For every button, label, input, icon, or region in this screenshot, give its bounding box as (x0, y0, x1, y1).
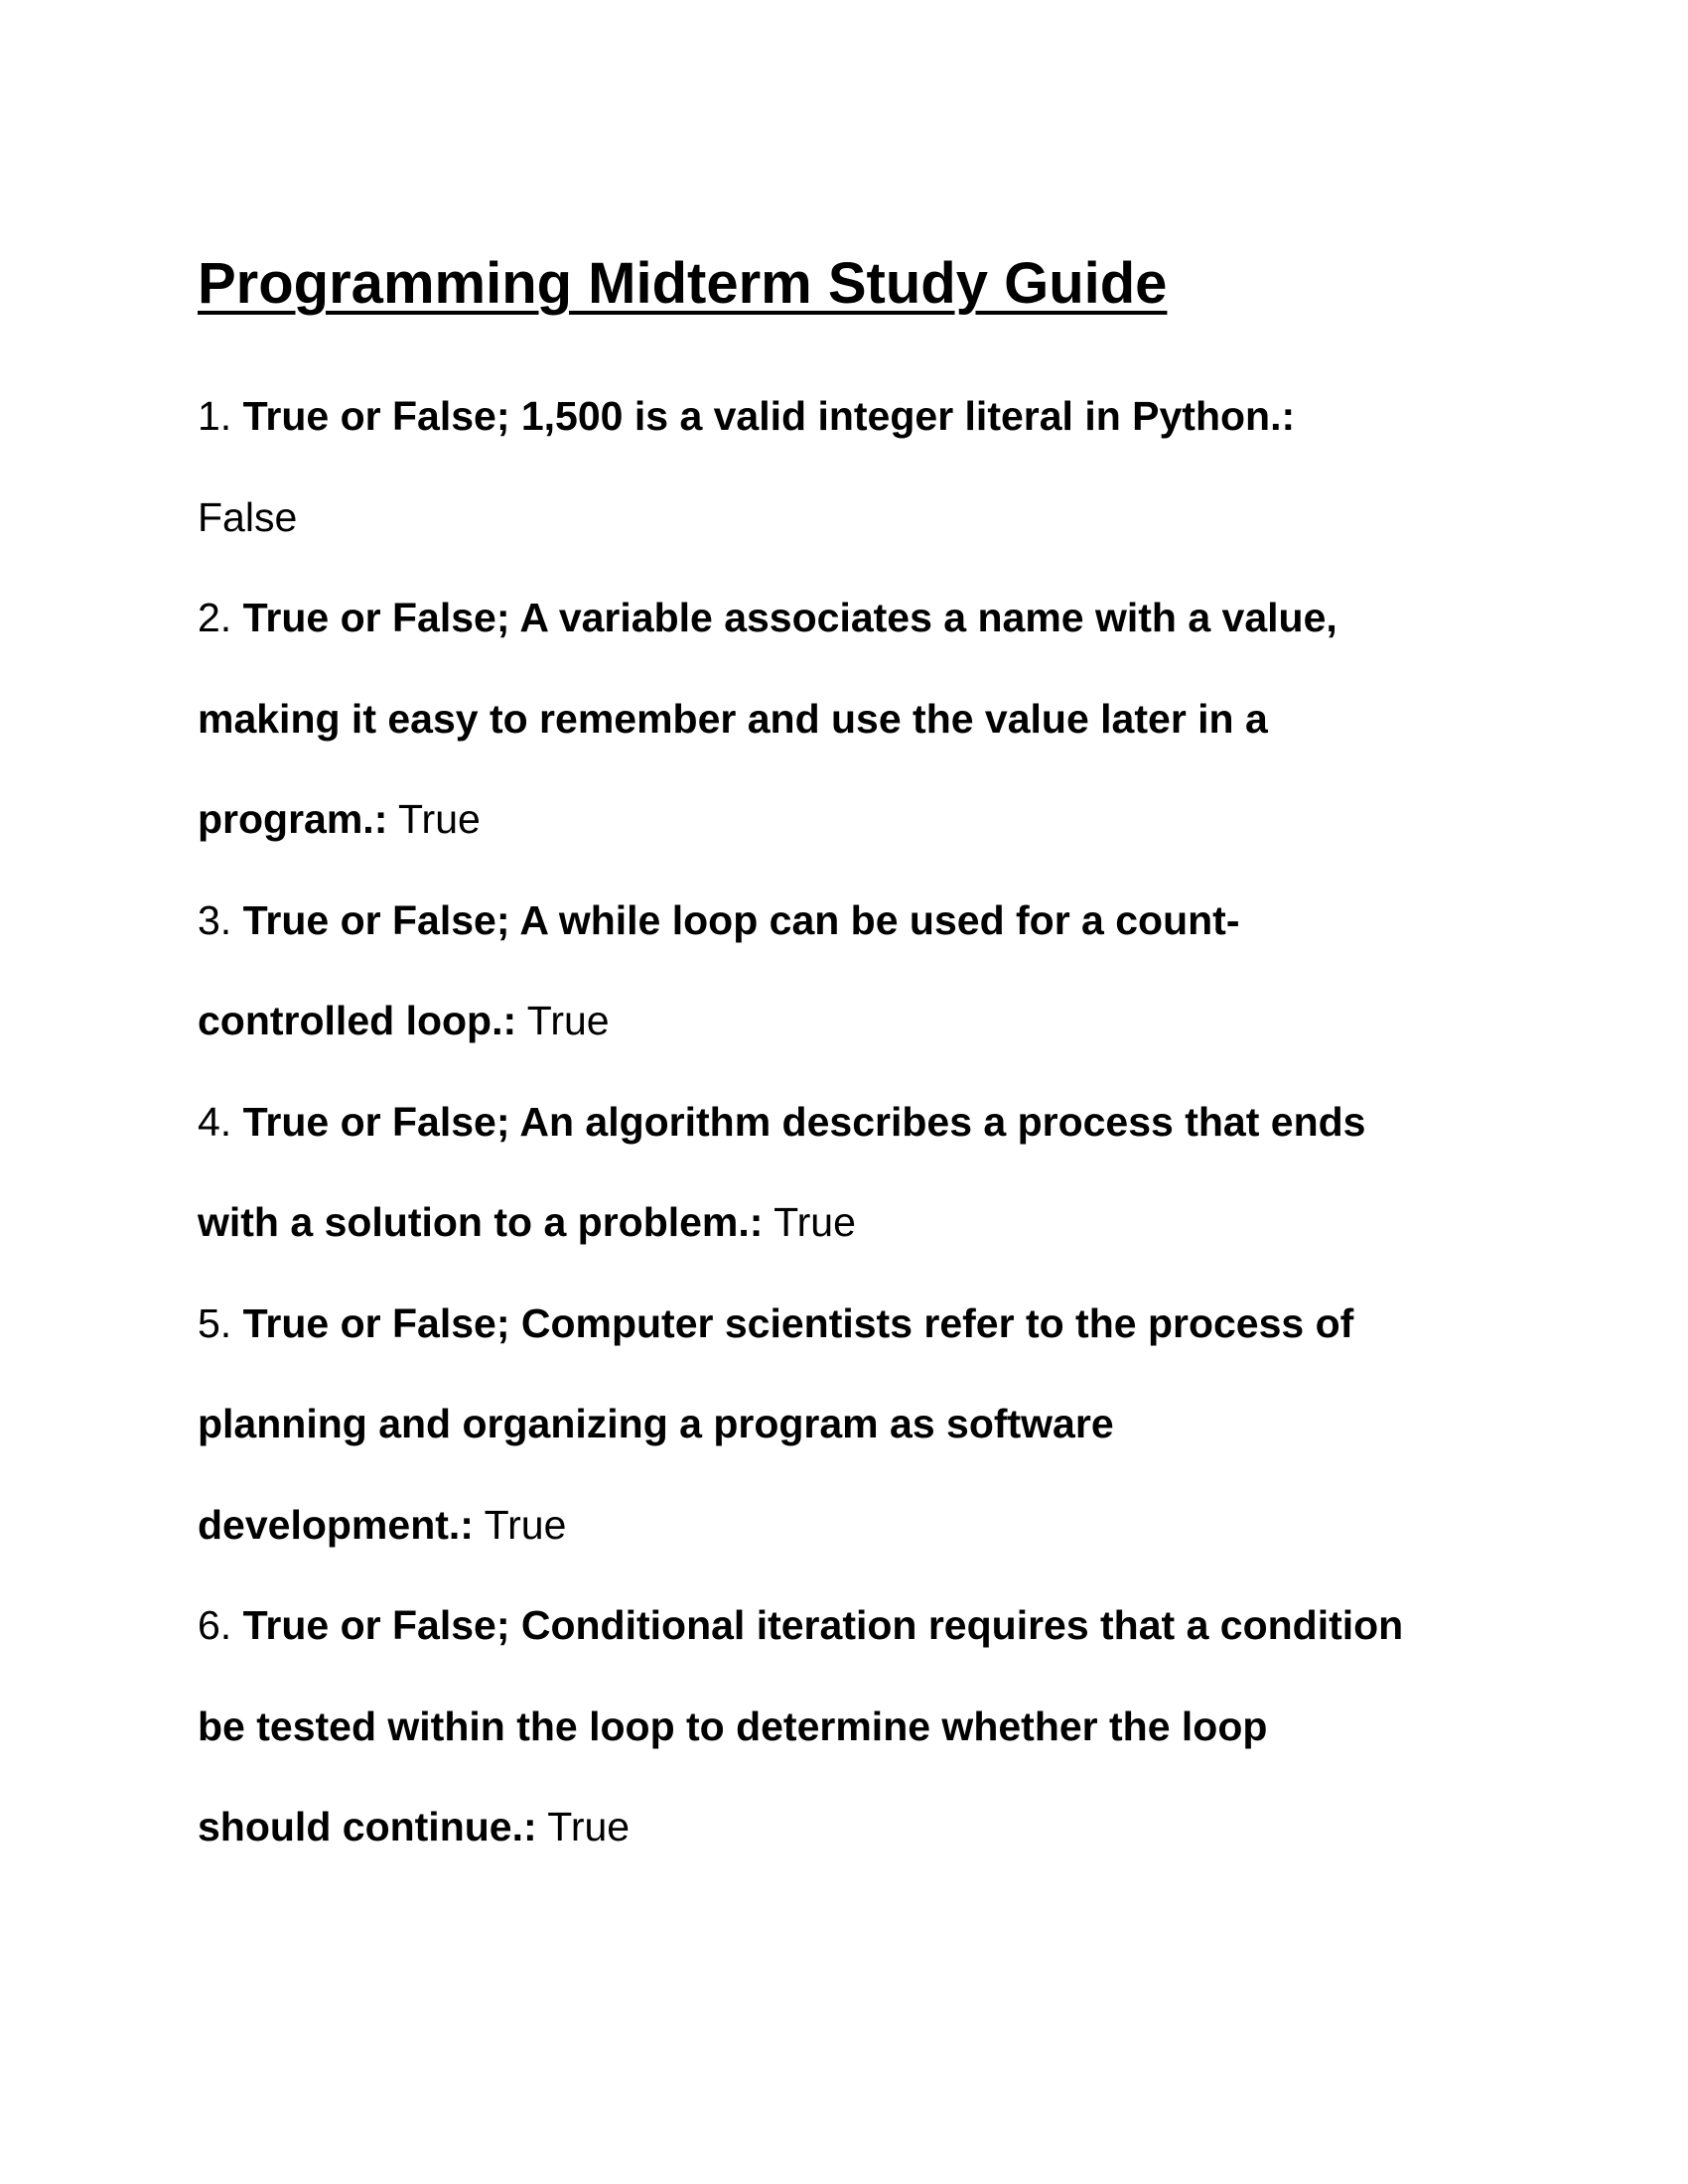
answer: True (526, 998, 610, 1043)
question-list (198, 366, 1403, 1878)
question-line (198, 568, 1403, 669)
page-title: Programming Midterm Study Guide (198, 251, 1168, 316)
question-text: controlled loop.: (198, 998, 517, 1043)
question-line (198, 1172, 1403, 1274)
question-line (198, 1777, 1403, 1878)
question-number: 2. (198, 595, 232, 640)
question-text: be tested within the loop to determine whether the loop (198, 1703, 1268, 1749)
question-number: 4. (198, 1098, 232, 1145)
answer: False (198, 493, 298, 540)
question-line (198, 1575, 1403, 1677)
question-number: 1. (198, 393, 232, 439)
question-line (198, 1677, 1403, 1778)
question-line (198, 1274, 1403, 1375)
question-line (198, 1374, 1403, 1475)
question-text: planning and organizing a program as software (198, 1401, 1114, 1446)
question-number: 3. (198, 896, 232, 943)
question-number: 6. (198, 1602, 232, 1648)
question-line (198, 1475, 1403, 1576)
question-text: development.: (198, 1501, 474, 1548)
question-text: True or False; Computer scientists refer to the process of (242, 1299, 1354, 1346)
question-text: True or False; A variable associates a name with a value, (242, 595, 1337, 640)
answer: True (547, 1804, 631, 1849)
question-line (198, 1072, 1403, 1173)
question-text: should continue.: (198, 1804, 537, 1849)
answer: True (398, 796, 481, 842)
question-text: making it easy to remember and use the value later in a (198, 695, 1268, 742)
question-line (198, 871, 1403, 972)
question-text: True or False; A while loop can be used for a count- (242, 896, 1240, 943)
question-text: True or False; 1,500 is a valid integer literal in Python.: (242, 393, 1296, 439)
question-line (198, 669, 1403, 770)
question-line (198, 366, 1403, 468)
question-text: True or False; An algorithm describes a process that ends (242, 1098, 1366, 1145)
question-text: with a solution to a problem.: (198, 1199, 764, 1245)
question-number: 5. (198, 1299, 232, 1346)
answer: True (484, 1501, 567, 1548)
question-line (198, 769, 1403, 871)
question-text: program.: (198, 796, 388, 842)
question-text: True or False; Conditional iteration requires that a condition (242, 1602, 1404, 1648)
question-line (198, 971, 1403, 1072)
answer: True (774, 1199, 856, 1245)
